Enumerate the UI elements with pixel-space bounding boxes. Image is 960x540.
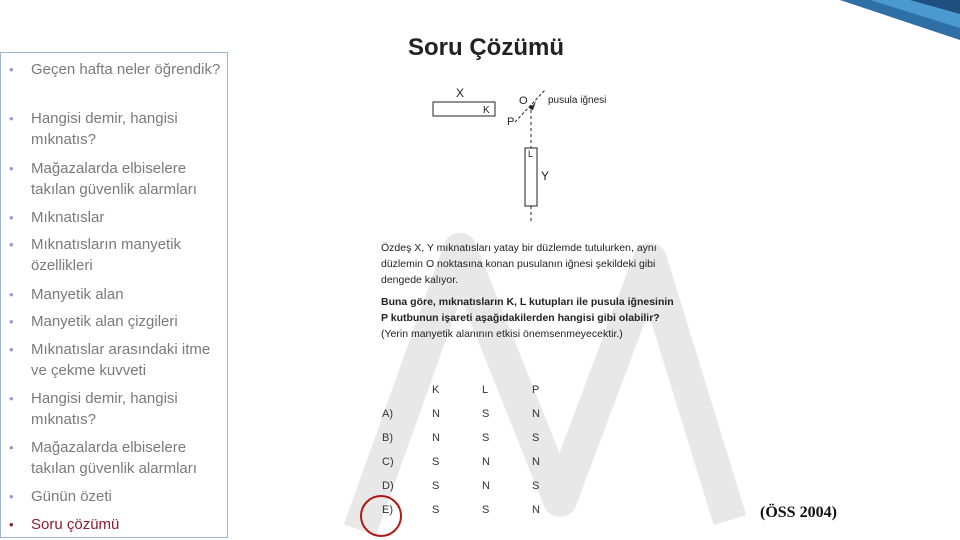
label-p: P: [507, 116, 515, 128]
answer-option-cell: N: [532, 408, 540, 420]
answer-option-letter: A): [382, 408, 393, 420]
answer-option-row[interactable]: [376, 426, 576, 450]
answer-circle-mark: [360, 495, 402, 537]
label-x: X: [456, 86, 465, 100]
label-l: L: [528, 149, 534, 159]
label-o: O: [519, 95, 528, 107]
answers-header-row: [376, 378, 576, 402]
needle-label: pusula iğnesi: [548, 95, 607, 106]
sidebar-item[interactable]: • Günün özeti: [9, 486, 223, 507]
answer-option-letter: C): [382, 456, 394, 468]
answers-header-cell: [376, 378, 426, 402]
sidebar-item[interactable]: • Mağazalarda elbiselere takılan güvenlik alarmları: [9, 437, 223, 479]
answer-option-cell: N: [482, 456, 490, 468]
slide-title: Soru Çözümü: [408, 34, 564, 61]
answer-option-cell: S: [482, 408, 490, 420]
answer-option-cell: N: [432, 408, 440, 420]
answer-option-cell: S: [482, 504, 490, 516]
label-y: Y: [541, 169, 550, 183]
answer-option-row[interactable]: [376, 498, 576, 522]
label-k: K: [483, 105, 490, 116]
sidebar-item[interactable]: • Mıknatıslar: [9, 207, 223, 228]
sidebar-item[interactable]: • Manyetik alan çizgileri: [9, 311, 223, 332]
magnet-figure: [370, 80, 690, 230]
answer-option-cell: N: [482, 480, 490, 492]
answers-table: [376, 378, 576, 522]
sidebar-item[interactable]: • Hangisi demir, hangisi mıknatıs?: [9, 108, 223, 150]
sidebar-item[interactable]: • Soru çözümü: [9, 514, 223, 535]
answers-header-cell: P: [532, 384, 540, 396]
answers-header-cell: L: [482, 384, 489, 396]
answer-option-cell: S: [532, 480, 540, 492]
answer-option-cell: N: [432, 432, 440, 444]
answer-option-cell: N: [532, 504, 540, 516]
answer-option-letter: E): [382, 504, 393, 516]
sidebar-item[interactable]: • Mağazalarda elbiselere takılan güvenlik alarmları: [9, 158, 223, 200]
answer-option-cell: S: [482, 432, 490, 444]
source-citation: (ÖSS 2004): [760, 504, 837, 521]
answer-option-letter: B): [382, 432, 393, 444]
answer-option-cell: N: [532, 456, 540, 468]
sidebar-item[interactable]: • Geçen hafta neler öğrendik?: [9, 59, 223, 80]
answer-option-row[interactable]: [376, 474, 576, 498]
sidebar-item[interactable]: • Mıknatıslar arasındaki itme ve çekme kuvveti: [9, 339, 223, 381]
question-prompt: Buna göre, mıknatısların K, L kutupları ile pusula iğnesinin P kutbunun işareti aşağıdakilerden hangisi gibi olabilir?: [381, 296, 674, 324]
sidebar-item[interactable]: • Hangisi demir, hangisi mıknatıs?: [9, 388, 223, 430]
sidebar-outline: [0, 52, 228, 538]
answer-option-row[interactable]: [376, 402, 576, 426]
answer-option-cell: S: [432, 480, 440, 492]
answer-option-letter: D): [382, 480, 394, 492]
answer-option-cell: S: [432, 456, 440, 468]
sidebar-item[interactable]: • Manyetik alan: [9, 284, 223, 305]
answer-option-cell: S: [432, 504, 440, 516]
sidebar-item[interactable]: • Mıknatısların manyetik özellikleri: [9, 234, 223, 276]
question-block: [381, 240, 681, 342]
question-text: Özdeş X, Y mıknatısları yatay bir düzlemde tutulurken, aynı düzlemin O noktasına konan pusulanın iğnesi şekildeki gibi dengede kalıyor.: [381, 242, 657, 286]
answer-option-row[interactable]: [376, 450, 576, 474]
answers-header-cell: K: [432, 384, 440, 396]
answer-option-cell: S: [532, 432, 540, 444]
question-note: (Yerin manyetik alanının etkisi önemsenmeyecektir.): [381, 328, 623, 340]
corner-decoration: [840, 0, 960, 40]
